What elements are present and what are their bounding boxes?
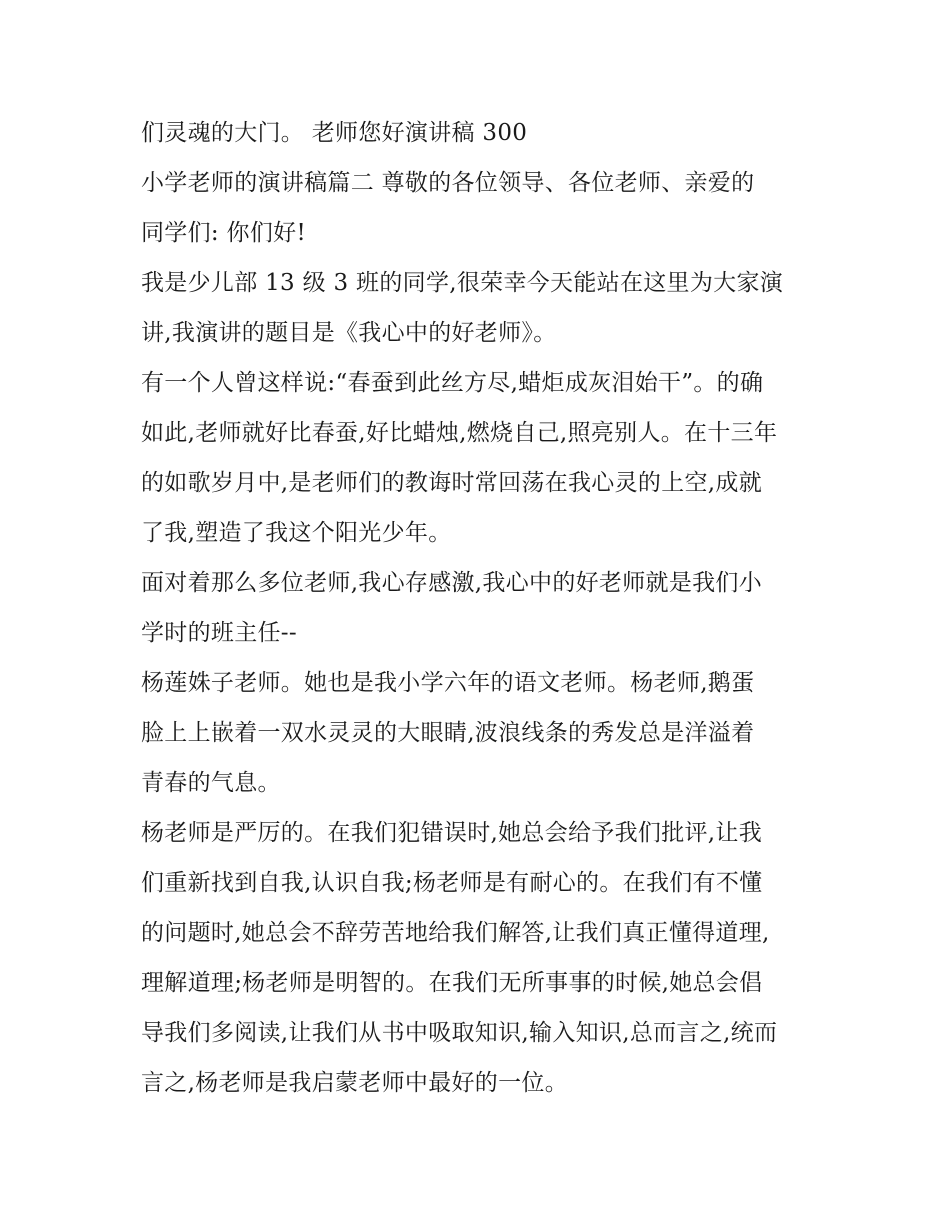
text-line: 们重新找到自我,认识自我;杨老师是有耐心的。在我们有不懂	[141, 870, 763, 896]
text-line: 们灵魂的大门。 老师您好演讲稿 300	[141, 120, 528, 146]
text-line: 言之,杨老师是我启蒙老师中最好的一位。	[141, 1070, 569, 1096]
text-line: 导我们多阅读,让我们从书中吸取知识,输入知识,总而言之,统而	[141, 1020, 778, 1046]
text-line: 我是少儿部 13 级 3 班的同学,很荣幸今天能站在这里为大家演	[141, 270, 784, 296]
text-line: 理解道理;杨老师是明智的。在我们无所事事的时候,她总会倡	[141, 970, 763, 996]
text-line: 杨老师是严厉的。在我们犯错误时,她总会给予我们批评,让我	[141, 820, 763, 846]
text-line: 了我,塑造了我这个阳光少年。	[141, 520, 452, 546]
text-line: 脸上上嵌着一双水灵灵的大眼睛,波浪线条的秀发总是洋溢着	[141, 720, 755, 746]
text-line: 青春的气息。	[141, 770, 281, 796]
text-line: 有一个人曾这样说:“春蚕到此丝方尽,蜡炬成灰泪始干”。的确	[141, 370, 764, 396]
text-line: 杨莲姝子老师。她也是我小学六年的语文老师。杨老师,鹅蛋	[141, 670, 755, 696]
speech-text-body	[141, 108, 811, 1108]
text-line: 面对着那么多位老师,我心存感激,我心中的好老师就是我们小	[141, 570, 763, 596]
text-line: 学时的班主任--	[141, 620, 297, 646]
text-line: 同学们: 你们好!	[141, 220, 307, 246]
text-line: 讲,我演讲的题目是《我心中的好老师》。	[141, 320, 557, 346]
text-line: 的如歌岁月中,是老师们的教诲时常回荡在我心灵的上空,成就	[141, 470, 763, 496]
text-line: 小学老师的演讲稿篇二 尊敬的各位领导、各位老师、亲爱的	[141, 170, 755, 196]
text-line: 的问题时,她总会不辞劳苦地给我们解答,让我们真正懂得道理,	[141, 920, 770, 946]
text-line: 如此,老师就好比春蚕,好比蜡烛,燃烧自己,照亮别人。在十三年	[141, 420, 778, 446]
